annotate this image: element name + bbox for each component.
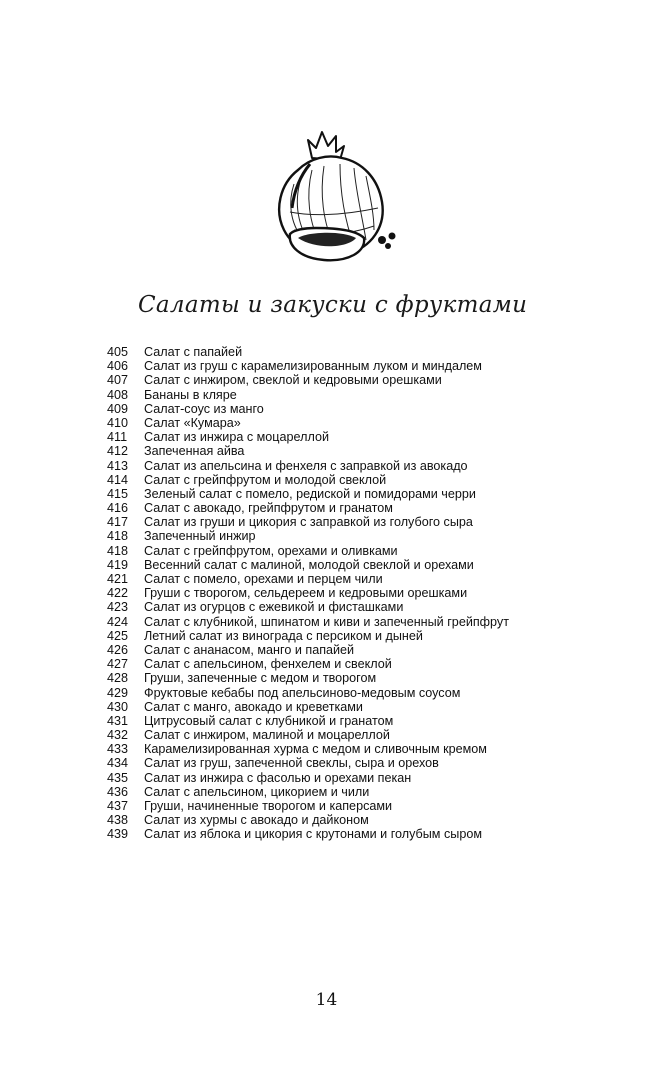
toc-recipe-title: Груши, начиненные творогом и каперсами	[144, 799, 393, 813]
toc-page-number: 409	[107, 401, 129, 416]
toc-page-number: 412	[107, 444, 129, 459]
toc-recipe-title: Запеченная айва	[144, 444, 245, 459]
toc-entry	[107, 615, 567, 629]
toc-recipe-title: Салат с апельсином, фенхелем и свеклой	[144, 657, 392, 672]
toc-page-number: 429	[107, 685, 129, 700]
toc-recipe-title: Салат с апельсином, цикорием и чили	[144, 784, 370, 799]
toc-recipe-title: Запеченный инжир	[144, 529, 256, 544]
toc-page-number: 407	[107, 373, 129, 388]
toc-entry	[107, 359, 567, 373]
toc-entry	[107, 728, 567, 742]
toc-entry	[107, 785, 567, 799]
toc-page-number: 415	[107, 486, 129, 501]
toc-page-number: 405	[107, 345, 129, 359]
toc-page-number: 416	[107, 501, 129, 516]
page-number: 14	[315, 990, 338, 1010]
toc-page-number: 432	[107, 728, 129, 743]
toc-recipe-title: Весенний салат с малиной, молодой свеклой и орехами	[144, 557, 474, 572]
toc-entry	[107, 430, 567, 444]
toc-page-number: 419	[107, 557, 129, 572]
toc-recipe-title: Бананы в кляре	[144, 387, 237, 402]
toc-entry	[107, 586, 567, 600]
toc-recipe-title: Салат из груш, запеченной свеклы, сыра и орехов	[144, 756, 439, 771]
toc-entry	[107, 444, 567, 458]
toc-recipe-title: Салат с ананасом, манго и папайей	[144, 642, 355, 657]
toc-page-number: 426	[107, 642, 129, 657]
toc-recipe-title: Салат с помело, орехами и перцем чили	[144, 572, 383, 586]
toc-recipe-title: Салат с папайей	[144, 345, 243, 359]
toc-recipe-title: Салат с грейпфрутом, орехами и оливками	[144, 543, 398, 558]
toc-recipe-title: Салат-соус из манго	[144, 401, 264, 416]
toc-recipe-title: Салат с инжиром, свеклой и кедровыми орешками	[144, 373, 442, 388]
toc-entry	[107, 558, 567, 572]
toc-recipe-title: Салат с авокадо, грейпфрутом и гранатом	[144, 501, 393, 516]
toc-entry	[107, 600, 567, 614]
toc-page-number: 408	[107, 387, 129, 402]
toc-recipe-title: Салат из груши и цикория с заправкой из голубого сыра	[144, 515, 473, 530]
toc-entry	[107, 771, 567, 785]
toc-recipe-title: Груши с творогом, сельдереем и кедровыми орешками	[144, 586, 468, 601]
toc-recipe-title: Зеленый салат с помело, редиской и помидорами черри	[144, 486, 476, 501]
toc-page-number: 437	[107, 799, 129, 813]
toc-entry	[107, 629, 567, 643]
toc-recipe-title: Салат из яблока и цикория с крутонами и голубым сыром	[144, 827, 482, 842]
toc-recipe-title: Салат из хурмы с авокадо и дайконом	[144, 813, 369, 828]
toc-page-number: 439	[107, 827, 129, 842]
toc-page-number: 413	[107, 458, 129, 473]
toc-page-number: 430	[107, 699, 129, 714]
toc-entry	[107, 544, 567, 558]
toc-recipe-title: Салат из апельсина и фенхеля с заправкой из авокадо	[144, 458, 468, 473]
toc-page-number: 435	[107, 770, 129, 785]
toc-entry	[107, 756, 567, 770]
toc-page-number: 417	[107, 515, 129, 530]
toc-recipe-title: Салат «Кумара»	[144, 415, 241, 430]
toc-page-number: 421	[107, 572, 129, 586]
toc-entry	[107, 402, 567, 416]
toc-page-number: 425	[107, 628, 129, 643]
toc-entry	[107, 714, 567, 728]
toc-recipe-title: Салат с клубникой, шпинатом и киви и запеченный грейпфрут	[144, 614, 509, 629]
toc-page-number: 423	[107, 600, 129, 615]
toc-entry	[107, 515, 567, 529]
toc-entry	[107, 657, 567, 671]
toc-page-number: 434	[107, 756, 129, 771]
toc-entry	[107, 459, 567, 473]
toc-recipe-title: Салат из инжира с моцареллой	[144, 430, 329, 445]
toc-recipe-title: Летний салат из винограда с персиком и дыней	[144, 628, 423, 643]
toc-page-number: 418	[107, 543, 129, 558]
toc-page-number: 431	[107, 713, 129, 728]
toc-entry	[107, 686, 567, 700]
toc-entry	[107, 813, 567, 827]
toc-page-number: 414	[107, 472, 129, 487]
toc-page-number: 418	[107, 529, 129, 544]
toc-entry	[107, 373, 567, 387]
toc-entry	[107, 643, 567, 657]
toc-entry	[107, 345, 567, 359]
toc-page-number: 438	[107, 813, 129, 828]
toc-recipe-title: Фруктовые кебабы под апельсиново-медовым соусом	[144, 685, 461, 700]
toc-entry	[107, 827, 567, 841]
toc-recipe-title: Салат из инжира с фасолью и орехами пекан	[144, 770, 412, 785]
toc-page-number: 427	[107, 657, 129, 672]
toc-entry	[107, 529, 567, 543]
toc-entry	[107, 416, 567, 430]
toc-page-number: 428	[107, 671, 129, 686]
toc-page-number: 422	[107, 586, 129, 601]
toc-recipe-title: Салат с инжиром, малиной и моцареллой	[144, 728, 390, 743]
toc-recipe-title: Салат из огурцов с ежевикой и фисташками	[144, 600, 404, 615]
toc-entry	[107, 671, 567, 685]
toc-entry	[107, 501, 567, 515]
toc-entry	[107, 700, 567, 714]
toc-entry	[107, 799, 567, 813]
toc-page-number: 406	[107, 359, 129, 374]
toc-recipe-title: Салат из груш с карамелизированным луком и миндалем	[144, 359, 482, 374]
pomegranate-icon	[250, 118, 410, 268]
toc-recipe-title: Салат с грейпфрутом и молодой свеклой	[144, 472, 387, 487]
toc-page-number: 433	[107, 742, 129, 757]
toc-page-number: 411	[107, 430, 128, 445]
toc-entry	[107, 473, 567, 487]
toc-recipe-title: Салат с манго, авокадо и креветками	[144, 699, 363, 714]
toc-page-number: 410	[107, 415, 129, 430]
toc-page-number: 436	[107, 784, 129, 799]
toc-entry	[107, 487, 567, 501]
table-of-contents	[107, 345, 567, 842]
toc-entry	[107, 572, 567, 586]
toc-recipe-title: Цитрусовый салат с клубникой и гранатом	[144, 713, 394, 728]
section-title: Салаты и закуски с фруктами	[138, 292, 528, 318]
toc-page-number: 424	[107, 614, 129, 629]
toc-entry	[107, 388, 567, 402]
toc-recipe-title: Карамелизированная хурма с медом и сливочным кремом	[144, 742, 487, 757]
toc-entry	[107, 742, 567, 756]
toc-recipe-title: Груши, запеченные с медом и творогом	[144, 671, 377, 686]
